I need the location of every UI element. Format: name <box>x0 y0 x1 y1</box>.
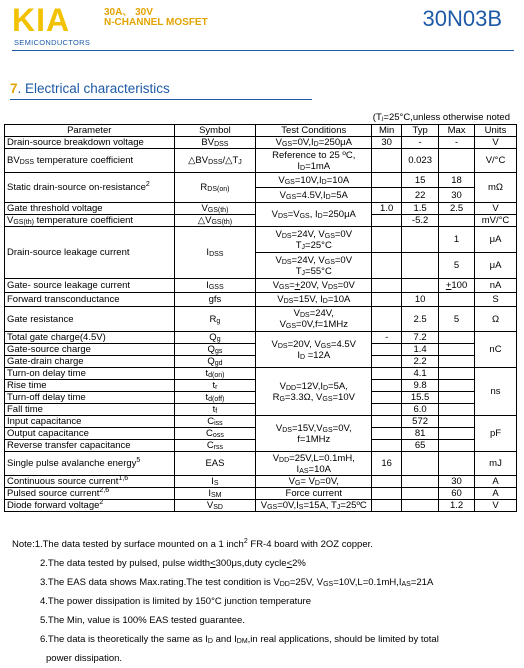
typ-cell: 4.1 <box>402 368 439 380</box>
max-cell: 5 <box>439 253 475 279</box>
max-cell <box>439 380 475 392</box>
typ-cell: -5.2 <box>402 215 439 227</box>
param-cell: Gate-drain charge <box>5 356 175 368</box>
max-cell: 1.2 <box>439 500 475 512</box>
max-cell: +100 <box>439 279 475 293</box>
param-cell: Diode forward voltage$^2$ <box>5 500 175 512</box>
min-cell: 30 <box>372 137 402 149</box>
table-row <box>5 293 517 307</box>
unit-cell: nC <box>475 332 517 368</box>
min-cell <box>372 227 402 253</box>
cond-cell: $V_{DS}=24V$, $V_{GS}=0V,f=1MHz$ <box>256 307 372 332</box>
max-cell <box>439 356 475 368</box>
col-header: Test Conditions <box>256 125 372 137</box>
col-header: Units <box>475 125 517 137</box>
table-row <box>5 476 517 488</box>
typ-cell: 2.2 <box>402 356 439 368</box>
table-row <box>5 368 517 380</box>
table-row <box>5 149 517 173</box>
unit-cell: S <box>475 293 517 307</box>
unit-cell: ns <box>475 368 517 416</box>
typ-cell <box>402 476 439 488</box>
cond-cell: Force current <box>256 488 372 500</box>
header-spec: 30A、 30V <box>104 7 153 18</box>
param-cell: Gate-source charge <box>5 344 175 356</box>
param-cell: $BV_{DSS}$ temperature coefficient <box>5 149 175 173</box>
typ-cell: 7.2 <box>402 332 439 344</box>
param-cell: Gate threshold voltage <box>5 203 175 215</box>
table-row <box>5 332 517 344</box>
col-header: Parameter <box>5 125 175 137</box>
cond-cell: $V_{DS}=20V$, $V_{GS}=4.5V$ $I_D =12A$ <box>256 332 372 368</box>
unit-cell: pF <box>475 416 517 452</box>
table-row <box>5 416 517 428</box>
unit-cell: V <box>475 137 517 149</box>
min-cell <box>372 293 402 307</box>
section-title-text: . Electrical characteristics <box>17 81 170 96</box>
symbol-cell: $V_{SD}$ <box>174 500 256 512</box>
symbol-cell: $Q_{gd}$ <box>174 356 256 368</box>
min-cell <box>372 173 402 188</box>
symbol-cell: EAS <box>174 452 256 476</box>
part-number: 30N03B <box>422 6 502 31</box>
header-device-type: N-CHANNEL MOSFET <box>104 17 208 28</box>
symbol-cell: $C_{rss}$ <box>174 440 256 452</box>
unit-cell: μA <box>475 253 517 279</box>
col-header: Symbol <box>174 125 256 137</box>
section-divider <box>10 99 312 100</box>
min-cell: - <box>372 332 402 344</box>
symbol-cell: $C_{iss}$ <box>174 416 256 428</box>
min-cell: 16 <box>372 452 402 476</box>
symbol-cell: $BV_{DSS}$ <box>174 137 256 149</box>
unit-cell: Ω <box>475 307 517 332</box>
symbol-cell: $I_S$ <box>174 476 256 488</box>
section-title <box>10 81 170 96</box>
unit-cell: V <box>475 203 517 215</box>
typ-cell: 572 <box>402 416 439 428</box>
cond-cell: $V_{DS}=24V$, $V_{GS}=0V$ $T_J=25^\circ C$ <box>256 227 372 253</box>
unit-cell: nA <box>475 279 517 293</box>
symbol-cell: $R_{DS(on)}$ <box>174 173 256 203</box>
max-cell: - <box>439 137 475 149</box>
min-cell <box>372 368 402 380</box>
max-cell <box>439 404 475 416</box>
typ-cell: 1.5 <box>402 203 439 215</box>
symbol-cell: $\triangle V_{GS(th)}$ <box>174 215 256 227</box>
min-cell <box>372 149 402 173</box>
logo-subtitle: SEMICONDUCTORS <box>14 38 91 47</box>
symbol-cell: $t_{d(on)}$ <box>174 368 256 380</box>
symbol-cell: $V_{GS(th)}$ <box>174 203 256 215</box>
typ-cell <box>402 452 439 476</box>
cond-cell: Reference to 25 ºC, $I_D=1mA$ <box>256 149 372 173</box>
symbol-cell: $I_{SM}$ <box>174 488 256 500</box>
unit-cell: mΩ <box>475 173 517 203</box>
max-cell <box>439 215 475 227</box>
typ-cell: 2.5 <box>402 307 439 332</box>
unit-cell: μA <box>475 227 517 253</box>
param-cell: Single pulse avalanche energy$^5$ <box>5 452 175 476</box>
typ-cell: 6.0 <box>402 404 439 416</box>
table-row <box>5 500 517 512</box>
symbol-cell: $t_r$ <box>174 380 256 392</box>
typ-cell: 22 <box>402 188 439 203</box>
min-cell <box>372 404 402 416</box>
electrical-characteristics-table <box>4 124 517 512</box>
unit-cell: A <box>475 476 517 488</box>
typ-cell: 15.5 <box>402 392 439 404</box>
min-cell <box>372 488 402 500</box>
cond-cell: $V_{DD}=25V,L=0.1mH$, $I_{AS}=10A$ <box>256 452 372 476</box>
typ-cell: 15 <box>402 173 439 188</box>
cond-cell: $V_{DS}=V_{GS}$, $I_D=250\mu A$ <box>256 203 372 227</box>
max-cell <box>439 440 475 452</box>
max-cell <box>439 368 475 380</box>
param-cell: Output capacitance <box>5 428 175 440</box>
table-row <box>5 488 517 500</box>
typ-cell <box>402 279 439 293</box>
max-cell <box>439 149 475 173</box>
max-cell: 2.5 <box>439 203 475 215</box>
note-4: 4.The power dissipation is limited by 150°C junction temperature <box>40 596 311 607</box>
table-row <box>5 137 517 149</box>
table-row <box>5 307 517 332</box>
param-cell: Turn-on delay time <box>5 368 175 380</box>
cond-cell: $V_G= V_D=0V$, <box>256 476 372 488</box>
cond-cell: $V_{GS}=0V,I_S=15A$, $T_J=25ºC$ <box>256 500 372 512</box>
typ-cell: 9.8 <box>402 380 439 392</box>
param-cell: Rise time <box>5 380 175 392</box>
max-cell <box>439 428 475 440</box>
note-5: 5.The Min, value is 100% EAS tested guarantee. <box>40 615 245 626</box>
max-cell: 60 <box>439 488 475 500</box>
min-cell <box>372 428 402 440</box>
param-cell: Forward transconductance <box>5 293 175 307</box>
cond-cell: $V_{DS}=15V$, $I_D=10A$ <box>256 293 372 307</box>
cond-cell: $V_{DS}=24V$, $V_{GS}=0V$ $T_J=55^\circ C$ <box>256 253 372 279</box>
table-row <box>5 173 517 188</box>
max-cell <box>439 332 475 344</box>
unit-cell: mV/°C <box>475 215 517 227</box>
col-header: Min <box>372 125 402 137</box>
param-cell: $V_{GS(th)}$ temperature coefficient <box>5 215 175 227</box>
typ-cell <box>402 500 439 512</box>
param-cell: Continuous source current$^{1,6}$ <box>5 476 175 488</box>
max-cell: 5 <box>439 307 475 332</box>
symbol-cell: $R_g$ <box>174 307 256 332</box>
max-cell <box>439 452 475 476</box>
symbol-cell: $t_f$ <box>174 404 256 416</box>
param-cell: Gate resistance <box>5 307 175 332</box>
unit-cell: V <box>475 500 517 512</box>
min-cell <box>372 344 402 356</box>
max-cell: 1 <box>439 227 475 253</box>
symbol-cell: $Q_{gs}$ <box>174 344 256 356</box>
cond-cell: $V_{GS}=0V,I_D=250\mu A$ <box>256 137 372 149</box>
max-cell <box>439 293 475 307</box>
cond-cell: $V_{GS}=10V,I_D=10A$ <box>256 173 372 188</box>
note-2: 2.The data tested by pulsed, pulse width<300μs,duty cycle<2% <box>40 558 306 569</box>
unit-cell: V/°C <box>475 149 517 173</box>
max-cell: 18 <box>439 173 475 188</box>
col-header: Typ <box>402 125 439 137</box>
typ-cell: 10 <box>402 293 439 307</box>
symbol-cell: $I_{GSS}$ <box>174 279 256 293</box>
min-cell <box>372 500 402 512</box>
symbol-cell: $I_{DSS}$ <box>174 227 256 279</box>
unit-cell: A <box>475 488 517 500</box>
param-cell: Pulsed source current$^{2,6}$ <box>5 488 175 500</box>
param-cell: Gate- source leakage current <box>5 279 175 293</box>
param-cell: Drain-source leakage current <box>5 227 175 279</box>
min-cell <box>372 215 402 227</box>
table-row <box>5 452 517 476</box>
col-header: Max <box>439 125 475 137</box>
conditions-note: (Tⱼ=25°C,unless otherwise noted <box>372 112 510 123</box>
note-1: Note:1.The data tested by surface mounted on a 1 inch$^2$ FR-4 board with 2OZ copper. <box>12 538 373 550</box>
min-cell <box>372 440 402 452</box>
min-cell <box>372 307 402 332</box>
unit-cell: mJ <box>475 452 517 476</box>
table-row <box>5 227 517 253</box>
typ-cell <box>402 253 439 279</box>
typ-cell <box>402 227 439 253</box>
typ-cell: 81 <box>402 428 439 440</box>
note-3: 3.The EAS data shows Max.rating.The test condition is $V_{DD}=25V$, $V_{GS}=10V,L=0.1mH,I_{AS}=21A$ <box>40 577 434 588</box>
symbol-cell: $Q_g$ <box>174 332 256 344</box>
header-divider <box>12 50 514 51</box>
cond-cell: $V_{DD}=12V,I_D=5A$, $R_G=3.3\Omega$, $V_{GS}=10V$ <box>256 368 372 416</box>
typ-cell: 1.4 <box>402 344 439 356</box>
typ-cell: - <box>402 137 439 149</box>
symbol-cell: $t_{d(off)}$ <box>174 392 256 404</box>
symbol-cell: $C_{oss}$ <box>174 428 256 440</box>
max-cell: 30 <box>439 476 475 488</box>
min-cell <box>372 416 402 428</box>
cond-cell: $V_{GS}=+20V$, $V_{DS}=0V$ <box>256 279 372 293</box>
note-6-continued: power dissipation. <box>46 653 123 664</box>
note-6: 6.The data is theoretically the same as $I_D$ and $I_{DM},in$ real applications, should be limited by total <box>40 634 439 645</box>
table-row <box>5 279 517 293</box>
table-header-row <box>5 125 517 137</box>
min-cell: 1.0 <box>372 203 402 215</box>
company-logo: KIA <box>12 2 71 38</box>
min-cell <box>372 279 402 293</box>
max-cell <box>439 392 475 404</box>
param-cell: Total gate charge(4.5V) <box>5 332 175 344</box>
param-cell: Input capacitance <box>5 416 175 428</box>
param-cell: Drain-source breakdown voltage <box>5 137 175 149</box>
param-cell: Static drain-source on-resistance$^2$ <box>5 173 175 203</box>
max-cell: 30 <box>439 188 475 203</box>
symbol-cell: $\triangle BV_{DSS}/\triangle T_J$ <box>174 149 256 173</box>
typ-cell: 65 <box>402 440 439 452</box>
min-cell <box>372 188 402 203</box>
param-cell: Reverse transfer capacitance <box>5 440 175 452</box>
param-cell: Fall time <box>5 404 175 416</box>
typ-cell: 0.023 <box>402 149 439 173</box>
symbol-cell: gfs <box>174 293 256 307</box>
notes-block <box>12 535 439 668</box>
typ-cell <box>402 488 439 500</box>
min-cell <box>372 380 402 392</box>
min-cell <box>372 253 402 279</box>
min-cell <box>372 356 402 368</box>
param-cell: Turn-off delay time <box>5 392 175 404</box>
min-cell <box>372 392 402 404</box>
section-number: 7 <box>10 81 18 96</box>
cond-cell: $V_{GS}=4.5V,I_D=5A$ <box>256 188 372 203</box>
table-row <box>5 203 517 215</box>
cond-cell: $V_{DS}=15V,V_{GS}=0V$, f=1MHz <box>256 416 372 452</box>
max-cell <box>439 344 475 356</box>
max-cell <box>439 416 475 428</box>
min-cell <box>372 476 402 488</box>
